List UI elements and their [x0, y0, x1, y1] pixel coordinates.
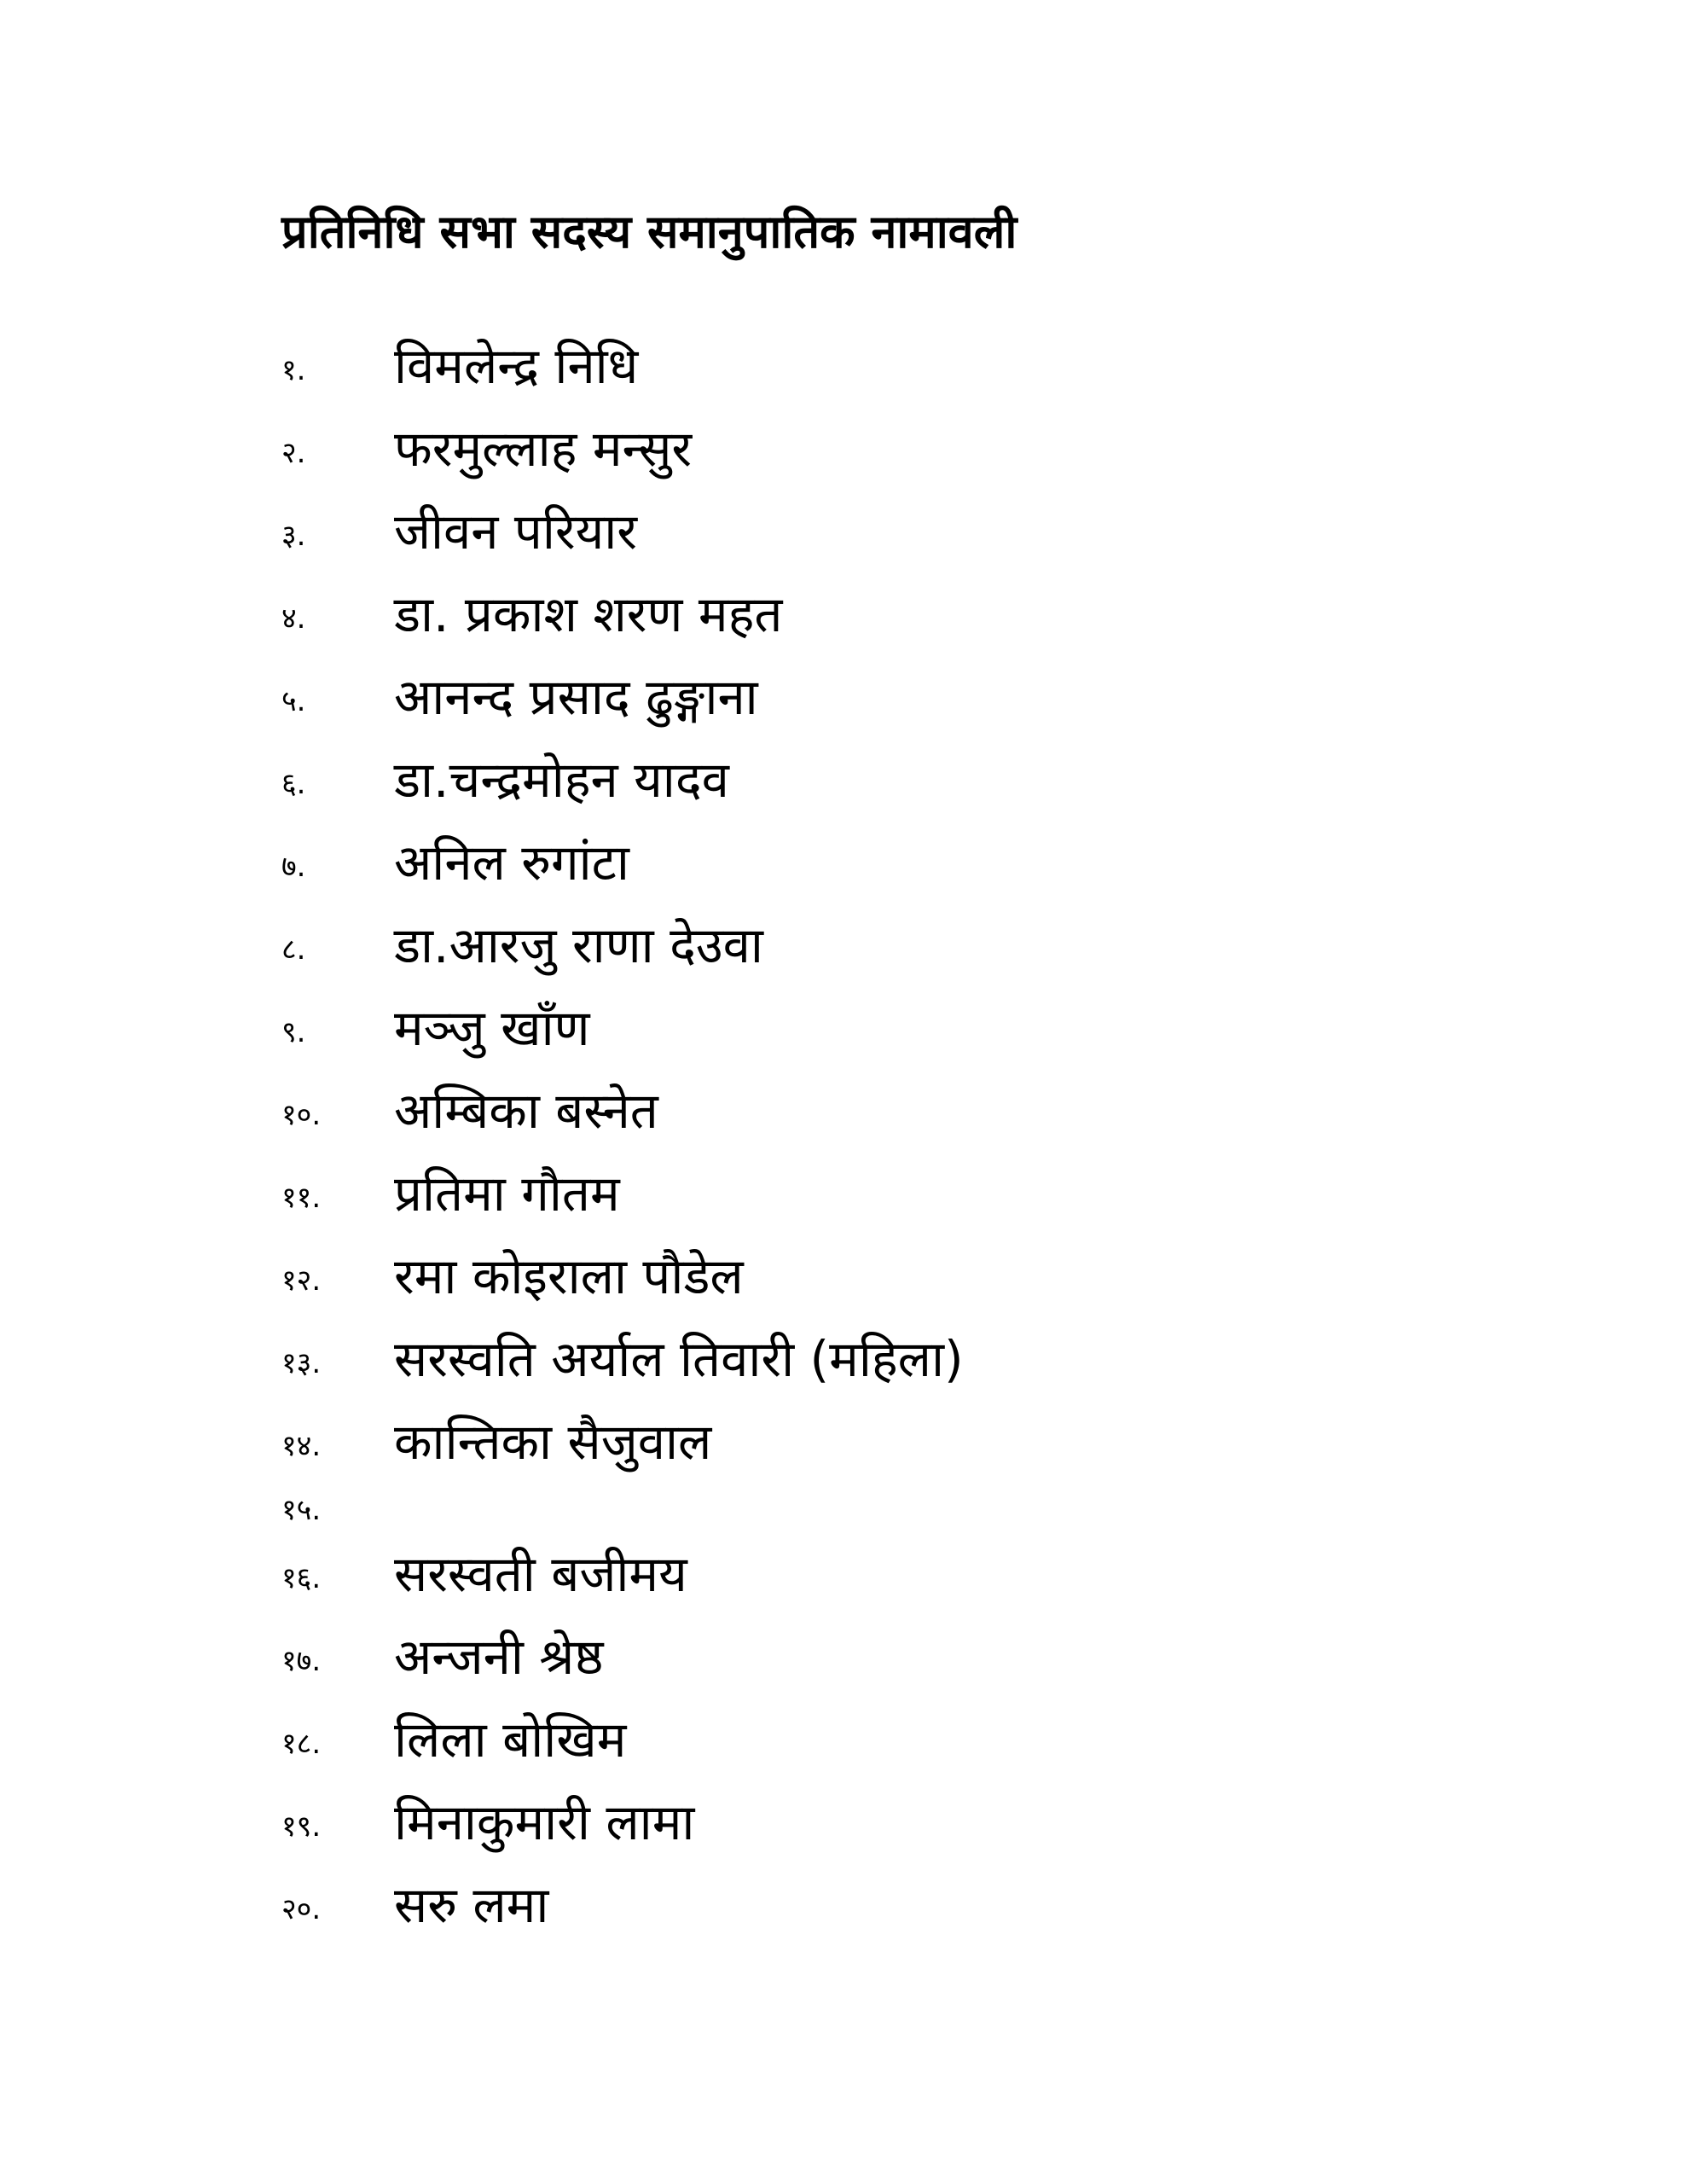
- item-number: ५.: [281, 684, 306, 718]
- item-number: ३.: [281, 519, 306, 553]
- list-item: [0, 907, 1687, 984]
- list-item: [0, 824, 1687, 901]
- item-number: ७.: [281, 850, 306, 884]
- document-title: प्रतिनिधि सभा सदस्य समानुपातिक नामावली: [281, 205, 1017, 258]
- list-item: [0, 1536, 1687, 1612]
- item-number: ८.: [281, 932, 306, 967]
- item-name: डा. प्रकाश शरण महत: [394, 585, 783, 643]
- item-name: सरस्वती बजीमय: [394, 1545, 687, 1603]
- item-number: ४.: [281, 601, 306, 636]
- item-name: सरस्वति अर्याल तिवारी (महिला): [394, 1330, 964, 1388]
- list-item: [0, 576, 1687, 653]
- list-item: [0, 328, 1687, 404]
- list-item: [0, 493, 1687, 570]
- item-name: आनन्द प्रसाद ढुङ्गाना: [394, 668, 758, 726]
- list-item: [0, 410, 1687, 487]
- item-number: २.: [281, 436, 306, 470]
- item-name: मिनाकुमारी लामा: [394, 1793, 695, 1851]
- item-name: डा.चन्द्रमोहन यादव: [394, 751, 729, 809]
- item-number: ११.: [281, 1181, 322, 1215]
- list-item: [0, 1784, 1687, 1861]
- item-number: १८.: [281, 1727, 322, 1761]
- item-name: प्रतिमा गौतम: [394, 1165, 620, 1223]
- item-name: फरमुल्लाह मन्सुर: [394, 420, 693, 478]
- list-item: [0, 659, 1687, 735]
- list-item: [0, 741, 1687, 818]
- item-number: १९.: [281, 1809, 322, 1844]
- item-name: कान्तिका सैजुवाल: [394, 1413, 712, 1471]
- item-name: डा.आरजु राणा देउवा: [394, 916, 763, 974]
- item-number: १३.: [281, 1346, 322, 1380]
- item-number: १७.: [281, 1644, 322, 1678]
- item-name: रमा कोइराला पौडेल: [394, 1247, 744, 1305]
- item-name: अन्जनी श्रेष्ठ: [394, 1628, 604, 1686]
- item-number: १.: [281, 353, 306, 387]
- item-name: जीवन परियार: [394, 502, 638, 561]
- list-item: [0, 990, 1687, 1066]
- list-item: [0, 1155, 1687, 1232]
- item-name: विमलेन्द्र निधि: [394, 337, 639, 395]
- item-number: १२.: [281, 1263, 322, 1298]
- item-number: ९.: [281, 1015, 306, 1049]
- item-name: अनिल रुगांटा: [394, 834, 629, 892]
- item-number: १०.: [281, 1098, 322, 1132]
- item-name: अम्बिका बस्नेत: [394, 1082, 658, 1140]
- item-name: सरु लमा: [394, 1876, 549, 1934]
- list-item: [0, 1072, 1687, 1149]
- list-item: [0, 1238, 1687, 1315]
- item-name: मञ्जु खाँण: [394, 999, 590, 1057]
- item-number: १५.: [281, 1493, 322, 1527]
- list-item: [0, 1867, 1687, 1943]
- item-name: लिला बोखिम: [394, 1711, 627, 1769]
- list-item: [0, 1701, 1687, 1778]
- item-number: २०.: [281, 1892, 322, 1926]
- list-item: [0, 1321, 1687, 1397]
- list-item: [0, 1467, 1687, 1544]
- item-number: ६.: [281, 767, 306, 801]
- item-number: १४.: [281, 1429, 322, 1463]
- item-number: १६.: [281, 1561, 322, 1595]
- list-item: [0, 1618, 1687, 1695]
